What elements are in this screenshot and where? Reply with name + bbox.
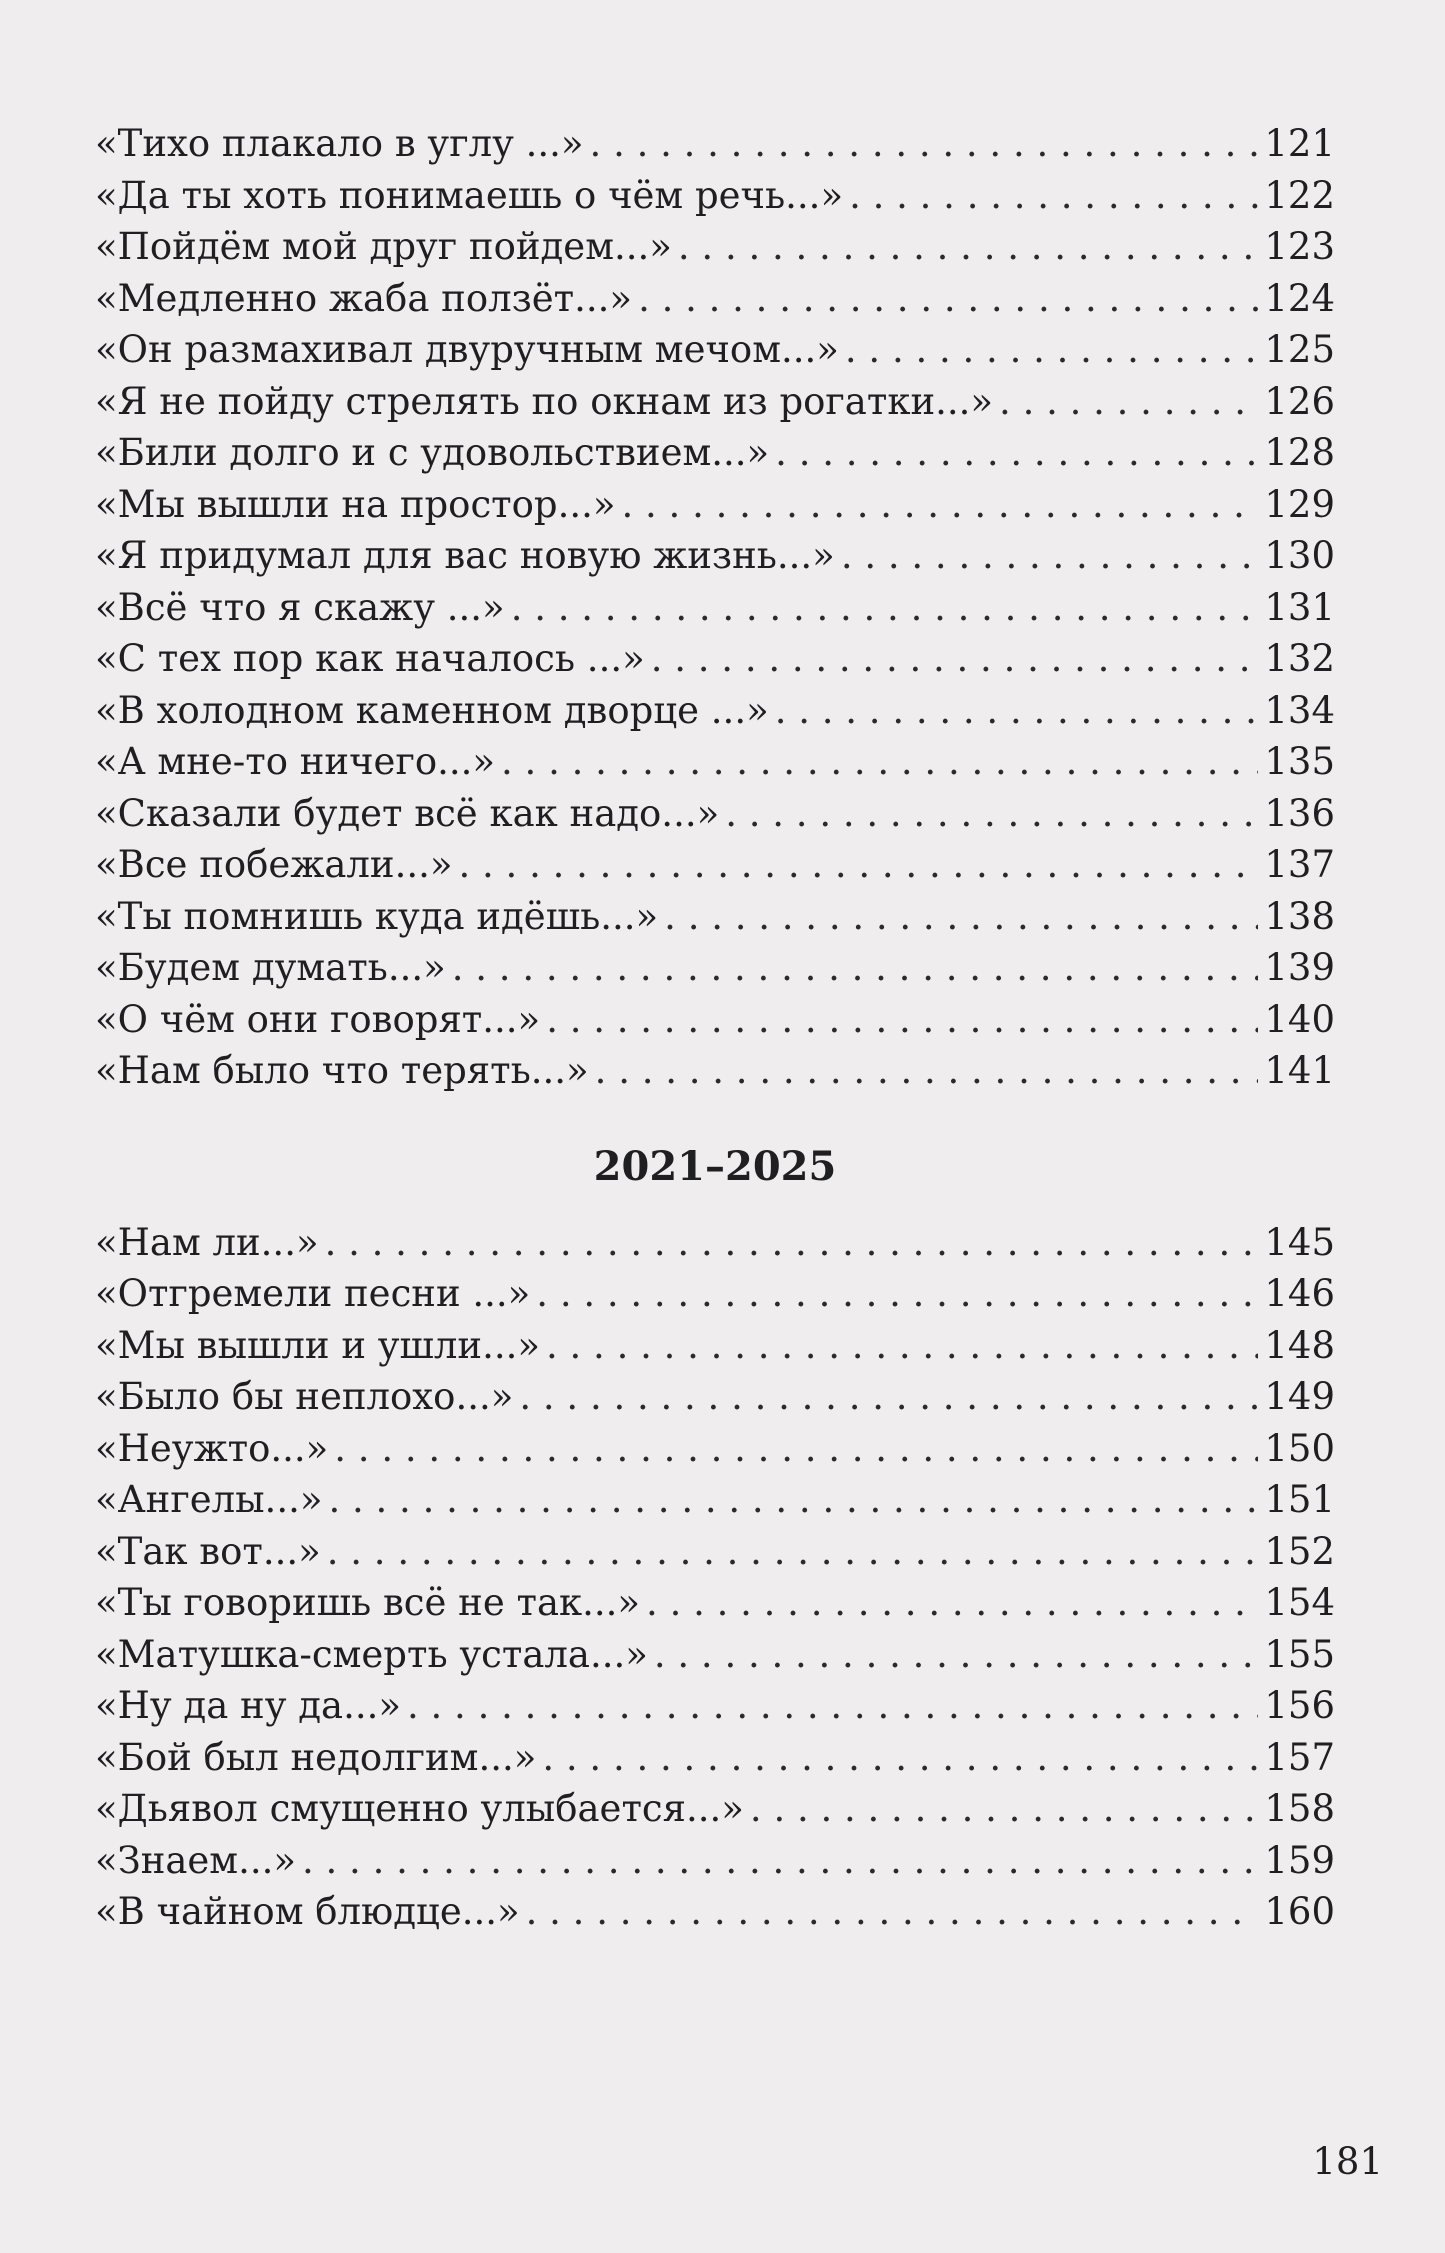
dot-leader bbox=[654, 1629, 1259, 1681]
toc-entry-page: 135 bbox=[1264, 740, 1335, 783]
toc-entry bbox=[95, 1526, 1335, 1578]
toc-entry-page: 159 bbox=[1264, 1838, 1335, 1882]
toc-entry-page: 130 bbox=[1264, 534, 1335, 577]
dot-leader bbox=[519, 1371, 1258, 1423]
toc-entry-title: «Ты помнишь куда идёшь...» bbox=[95, 894, 659, 938]
toc-entry-page: 126 bbox=[1264, 379, 1335, 423]
toc-entry bbox=[95, 1629, 1335, 1681]
toc-entry-title: «С тех пор как началось ...» bbox=[95, 637, 645, 680]
toc-entry-title: «Нам ли...» bbox=[95, 1220, 319, 1264]
toc-entry-page: 138 bbox=[1264, 894, 1335, 938]
toc-entry-title: «Мы вышли и ушли...» bbox=[95, 1323, 541, 1367]
toc-entry bbox=[95, 273, 1335, 325]
toc-entry-page: 140 bbox=[1264, 997, 1335, 1041]
dot-leader bbox=[775, 685, 1259, 737]
dot-leader bbox=[542, 1732, 1258, 1784]
toc-entry-title: «Бой был недолгим...» bbox=[95, 1735, 537, 1779]
toc-entry-title: «Было бы неплохо...» bbox=[95, 1375, 514, 1418]
toc-entry-title: «Ты говоришь всё не так...» bbox=[95, 1581, 641, 1624]
toc-entry bbox=[95, 479, 1335, 531]
toc-entry-title: «Я придумал для вас новую жизнь...» bbox=[95, 534, 835, 577]
toc-entry-page: 124 bbox=[1264, 276, 1335, 320]
toc-entry-page: 145 bbox=[1264, 1220, 1335, 1264]
toc-entry-page: 139 bbox=[1264, 946, 1335, 989]
dot-leader bbox=[526, 1886, 1259, 1938]
toc-list-part-2 bbox=[95, 1217, 1335, 1938]
toc-entry-page: 129 bbox=[1264, 482, 1335, 526]
dot-leader bbox=[334, 1423, 1258, 1475]
toc-entry-title: «Да ты хоть понимаешь о чём речь...» bbox=[95, 173, 844, 217]
toc-entry bbox=[95, 1474, 1335, 1526]
dot-leader bbox=[775, 427, 1258, 479]
toc-entry-title: «Сказали будет всё как надо...» bbox=[95, 791, 720, 835]
toc-entry bbox=[95, 170, 1335, 222]
toc-entry-page: 137 bbox=[1264, 843, 1335, 886]
dot-leader bbox=[622, 479, 1259, 531]
toc-entry-page: 149 bbox=[1264, 1375, 1335, 1418]
toc-entry bbox=[95, 376, 1335, 428]
toc-entry-title: «Он размахивал двуручным мечом...» bbox=[95, 328, 839, 371]
toc-entry-page: 121 bbox=[1264, 122, 1335, 165]
dot-leader bbox=[678, 221, 1258, 273]
dot-leader bbox=[407, 1680, 1258, 1732]
toc-entry-title: «Пойдём мой друг пойдем...» bbox=[95, 225, 672, 268]
section-heading: 2021–2025 bbox=[593, 1142, 837, 1190]
toc-entry bbox=[95, 530, 1335, 582]
toc-entry-page: 148 bbox=[1264, 1323, 1335, 1367]
dot-leader bbox=[501, 736, 1258, 788]
toc-entry-page: 156 bbox=[1264, 1684, 1335, 1727]
toc-entry-title: «А мне-то ничего...» bbox=[95, 740, 496, 783]
dot-leader bbox=[664, 891, 1258, 943]
toc-entry-title: «Нам было что терять...» bbox=[95, 1049, 589, 1092]
toc-entry-title: «Я не пойду стрелять по окнам из рогатки...» bbox=[95, 379, 994, 423]
dot-leader bbox=[750, 1783, 1258, 1835]
toc-entry-page: 122 bbox=[1264, 173, 1335, 217]
toc-entry-title: «Все побежали...» bbox=[95, 843, 453, 886]
dot-leader bbox=[459, 839, 1259, 891]
toc-entry-page: 151 bbox=[1264, 1478, 1335, 1521]
dot-leader bbox=[845, 324, 1258, 376]
toc-entry bbox=[95, 1577, 1335, 1629]
toc-entry-page: 146 bbox=[1264, 1272, 1335, 1315]
toc-entry-page: 128 bbox=[1264, 431, 1335, 474]
toc-entry bbox=[95, 1268, 1335, 1320]
toc-entry-page: 136 bbox=[1264, 791, 1335, 835]
toc-entry bbox=[95, 1835, 1335, 1887]
toc-entry-page: 134 bbox=[1264, 688, 1335, 732]
dot-leader bbox=[595, 1045, 1259, 1097]
toc-entry bbox=[95, 427, 1335, 479]
toc-entry bbox=[95, 1045, 1335, 1097]
toc-entry-page: 125 bbox=[1264, 328, 1335, 371]
dot-leader bbox=[546, 1320, 1258, 1372]
toc-entry bbox=[95, 839, 1335, 891]
dot-leader bbox=[511, 582, 1259, 634]
toc-entry-title: «Били долго и с удовольствием...» bbox=[95, 431, 770, 474]
toc-entry-page: 141 bbox=[1264, 1049, 1335, 1092]
toc-entry-page: 123 bbox=[1264, 225, 1335, 268]
dot-leader bbox=[725, 788, 1258, 840]
toc-entry-page: 131 bbox=[1264, 585, 1335, 629]
dot-leader bbox=[325, 1217, 1259, 1269]
dot-leader bbox=[638, 273, 1258, 325]
toc-entry bbox=[95, 788, 1335, 840]
dot-leader bbox=[546, 994, 1258, 1046]
toc-list-part-1 bbox=[95, 118, 1335, 1097]
toc-entry-title: «Ну да ну да...» bbox=[95, 1684, 401, 1727]
toc-entry bbox=[95, 582, 1335, 634]
toc-entry-title: «Знаем...» bbox=[95, 1838, 297, 1882]
toc-entry-page: 160 bbox=[1264, 1890, 1335, 1933]
toc-entry-title: «Неужто...» bbox=[95, 1426, 329, 1470]
toc-entry-title: «Так вот...» bbox=[95, 1529, 321, 1573]
dot-leader bbox=[849, 170, 1258, 222]
toc-entry bbox=[95, 994, 1335, 1046]
toc-entry-title: «В чайном блюдце...» bbox=[95, 1890, 520, 1933]
dot-leader bbox=[651, 633, 1259, 685]
toc-entry-title: «Тихо плакало в углу ...» bbox=[95, 122, 584, 165]
toc-entry-title: «Ангелы...» bbox=[95, 1478, 323, 1521]
toc-entry-title: «Будем думать...» bbox=[95, 946, 446, 989]
dot-leader bbox=[536, 1268, 1258, 1320]
dot-leader bbox=[841, 530, 1259, 582]
toc-entry-page: 152 bbox=[1264, 1529, 1335, 1573]
dot-leader bbox=[327, 1526, 1259, 1578]
dot-leader bbox=[302, 1835, 1258, 1887]
toc-entry bbox=[95, 633, 1335, 685]
toc-entry bbox=[95, 1320, 1335, 1372]
dot-leader bbox=[590, 118, 1259, 170]
toc-entry-page: 158 bbox=[1264, 1787, 1335, 1830]
dot-leader bbox=[999, 376, 1258, 428]
toc-entry-page: 154 bbox=[1264, 1581, 1335, 1624]
toc-entry bbox=[95, 118, 1335, 170]
toc-entry-title: «Дьявол смущенно улыбается...» bbox=[95, 1787, 744, 1830]
toc-entry bbox=[95, 736, 1335, 788]
toc-entry bbox=[95, 324, 1335, 376]
toc-entry-title: «Мы вышли на простор...» bbox=[95, 482, 616, 526]
toc-entry-title: «Матушка-смерть устала...» bbox=[95, 1632, 648, 1676]
toc-entry-page: 157 bbox=[1264, 1735, 1335, 1779]
toc-entry bbox=[95, 1423, 1335, 1475]
toc-entry bbox=[95, 891, 1335, 943]
toc-entry-title: «Отгремели песни ...» bbox=[95, 1272, 531, 1315]
toc-entry-page: 155 bbox=[1264, 1632, 1335, 1676]
toc-entry bbox=[95, 685, 1335, 737]
dot-leader bbox=[328, 1474, 1258, 1526]
toc-entry-page: 150 bbox=[1264, 1426, 1335, 1470]
toc-entry-title: «О чём они говорят...» bbox=[95, 997, 541, 1041]
toc-entry bbox=[95, 942, 1335, 994]
toc-entry-title: «В холодном каменном дворце ...» bbox=[95, 688, 769, 732]
toc-entry bbox=[95, 1680, 1335, 1732]
toc-entry-page: 132 bbox=[1264, 637, 1335, 680]
toc-entry bbox=[95, 1886, 1335, 1938]
toc-entry bbox=[95, 1783, 1335, 1835]
toc-entry-title: «Всё что я скажу ...» bbox=[95, 585, 505, 629]
toc-entry-title: «Медленно жаба ползёт...» bbox=[95, 276, 633, 320]
toc-entry bbox=[95, 221, 1335, 273]
dot-leader bbox=[452, 942, 1259, 994]
toc-entry bbox=[95, 1217, 1335, 1269]
page-number: 181 bbox=[1312, 2140, 1383, 2183]
toc-entry bbox=[95, 1371, 1335, 1423]
dot-leader bbox=[646, 1577, 1258, 1629]
toc-entry bbox=[95, 1732, 1335, 1784]
table-of-contents bbox=[95, 118, 1335, 1938]
